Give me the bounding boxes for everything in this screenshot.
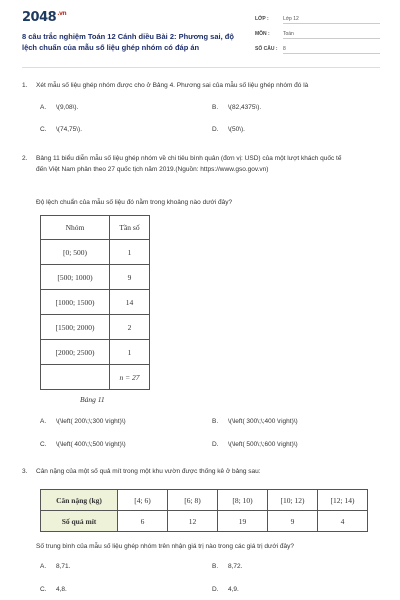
question-number: 3. [22, 468, 28, 475]
question-number: 2. [22, 155, 28, 162]
question-text: Cân nặng của một số quả mít trong một khu vườn được thống kê ở bảng sau: [36, 468, 261, 475]
meta-class-value: Lớp 12 [283, 16, 299, 22]
site-logo[interactable] [22, 10, 66, 25]
question-1 [22, 80, 382, 92]
option-c[interactable] [40, 126, 82, 133]
option-text: \(\left( 200\;\;300 \right)\) [56, 418, 126, 425]
page-title: 8 câu trắc nghiệm Toán 12 Cánh diều Bài 2: Phương sai, độ lệch chuẩn của mẫu số liệu ghép nhóm có đáp án [22, 32, 234, 52]
table-total-row [41, 365, 150, 390]
table-cell: [0; 500) [41, 240, 110, 265]
table-cell: 9 [268, 511, 318, 532]
option-label: B. [212, 563, 219, 570]
question-3-prompt [22, 541, 382, 553]
table-row [41, 240, 150, 265]
meta-count-value: 8 [283, 46, 286, 52]
table-cell: 4 [318, 511, 368, 532]
option-a[interactable] [40, 563, 70, 570]
table-total: n = 27 [110, 365, 150, 390]
option-label: A. [40, 104, 47, 111]
table-cell: 1 [110, 240, 150, 265]
option-d[interactable] [212, 126, 245, 133]
meta-subject-value: Toán [283, 31, 294, 37]
table-cell: [12; 14) [318, 490, 368, 511]
table-cell: [1500; 2000) [41, 315, 110, 340]
option-b[interactable] [212, 418, 298, 425]
option-text: \(9,08\). [56, 104, 79, 111]
meta-class-key: LỚP : [255, 16, 269, 22]
table-header: Tần số [110, 216, 150, 240]
table-cell [41, 365, 110, 390]
option-label: D. [212, 441, 219, 448]
option-label: D. [212, 126, 219, 133]
table-row [41, 315, 150, 340]
meta-count-key: SỐ CÂU : [255, 46, 278, 52]
question-text: Số trung bình của mẫu số liệu ghép nhóm trên nhận giá trị nào trong các giá trị dưới đây? [36, 543, 294, 550]
question-text: Độ lệch chuẩn của mẫu số liệu đó nằm trong khoảng nào dưới đây? [36, 199, 233, 206]
question-text: Bảng 11 biểu diễn mẫu số liệu ghép nhóm về chi tiêu bình quân (đơn vị: USD) của một lượt khách quốc tế đến Việt Nam phân theo 27 quốc tịch năm 2019.(Nguồn: https://www.gso.gov.vn) [36, 155, 342, 173]
row-header: Số quả mít [41, 511, 118, 532]
table-cell: 14 [110, 290, 150, 315]
table-row [41, 290, 150, 315]
row-header: Cân nặng (kg) [41, 490, 118, 511]
option-text: \(82,4375\). [228, 104, 262, 111]
table-cell: [4; 6) [118, 490, 168, 511]
option-text: \(\left( 500\;\;600 \right)\) [228, 441, 298, 448]
table-cell: [10; 12) [268, 490, 318, 511]
option-text: 8,72. [228, 563, 243, 570]
option-label: C. [40, 441, 47, 448]
option-text: \(\left( 300\;\;400 \right)\) [228, 418, 298, 425]
option-label: C. [40, 126, 47, 133]
option-b[interactable] [212, 563, 242, 570]
question-number: 1. [22, 82, 28, 89]
table-cell: 19 [218, 511, 268, 532]
table-cell: [8; 10) [218, 490, 268, 511]
question-2-prompt [22, 197, 382, 209]
option-a[interactable] [40, 418, 126, 425]
table-row [41, 511, 368, 532]
table-header: Nhóm [41, 216, 110, 240]
option-c[interactable] [40, 586, 67, 593]
meta-divider [283, 53, 380, 54]
option-text: 8,71. [56, 563, 71, 570]
table-row [41, 265, 150, 290]
frequency-table [40, 215, 150, 390]
table-cell: [2000; 2500) [41, 340, 110, 365]
header-divider [22, 67, 380, 68]
table-row [41, 490, 368, 511]
option-label: A. [40, 418, 47, 425]
meta-subject-key: MÔN : [255, 31, 270, 37]
option-text: 4,9. [228, 586, 239, 593]
table-row [41, 340, 150, 365]
meta-divider [283, 23, 380, 24]
question-text: Xét mẫu số liệu ghép nhóm được cho ở Bảng 4. Phương sai của mẫu số liệu ghép nhóm đó là [36, 82, 309, 89]
table-cell: 12 [168, 511, 218, 532]
logo-text: 2048 [22, 10, 57, 25]
option-b[interactable] [212, 104, 261, 111]
header [0, 0, 400, 68]
option-c[interactable] [40, 441, 126, 448]
option-d[interactable] [212, 441, 298, 448]
option-label: B. [212, 104, 219, 111]
table-cell: 2 [110, 315, 150, 340]
option-label: C. [40, 586, 47, 593]
option-text: \(\left( 400\;\;500 \right)\) [56, 441, 126, 448]
table-header-row [41, 216, 150, 240]
table-cell: [1000; 1500) [41, 290, 110, 315]
logo-suffix: .vn [57, 10, 67, 17]
question-3 [22, 466, 382, 478]
option-label: D. [212, 586, 219, 593]
option-a[interactable] [40, 104, 78, 111]
option-text: 4,8. [56, 586, 67, 593]
option-text: \(50\). [228, 126, 245, 133]
option-d[interactable] [212, 586, 239, 593]
option-label: A. [40, 563, 47, 570]
option-text: \(74,75\). [56, 126, 83, 133]
option-label: B. [212, 418, 219, 425]
mass-table [40, 489, 368, 532]
table-cell: 9 [110, 265, 150, 290]
table-cell: 6 [118, 511, 168, 532]
question-2 [22, 153, 382, 189]
table-caption: Bảng 11 [80, 395, 105, 404]
meta-divider [283, 38, 380, 39]
table-cell: [6; 8) [168, 490, 218, 511]
table-cell: 1 [110, 340, 150, 365]
table-cell: [500; 1000) [41, 265, 110, 290]
